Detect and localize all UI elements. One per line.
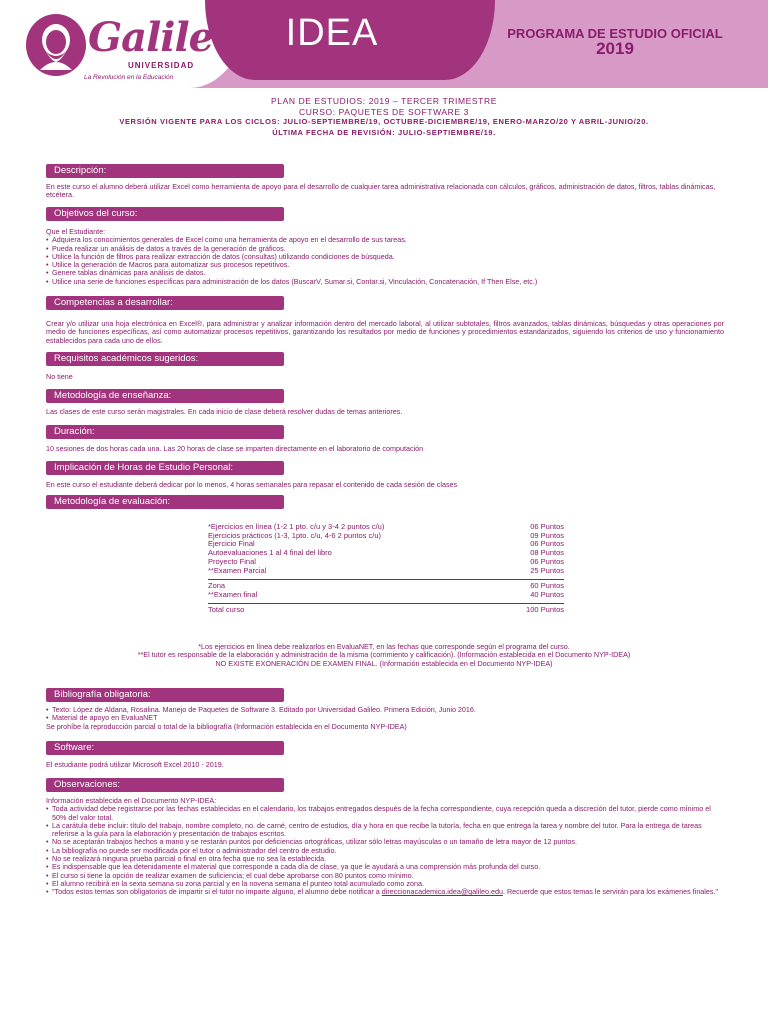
table-row: [208, 567, 564, 576]
row-label: **Examen final: [208, 589, 258, 599]
row-label: Autoevaluaciones 1 al 4 final del libro: [208, 548, 332, 558]
observation-text: "Todos estos temas son obligatorios de impartir si el tutor no imparte alguno, el alumno debe notificar a: [52, 887, 382, 897]
section-header-observaciones: Observaciones:: [46, 778, 284, 792]
brand-name: Galileo: [88, 14, 239, 61]
row-value: 100 Puntos: [526, 604, 564, 614]
descripcion-text: [46, 183, 724, 200]
list-item: • La carátula debe incluir: título del trabajo, nombre completo, no. de carné, centro de estudios, día y hora en que recibe la tutoría, fecha en que entrega la tarea y nombre del tutor. Para la entrega de tareas referirse a la guía para la elaboración y presentación de trabajos escritos.: [46, 822, 724, 839]
email-link[interactable]: direccionacademica.idea@galileo.edu: [381, 887, 503, 897]
header: [0, 0, 768, 88]
competencias-text: [46, 320, 724, 345]
row-value: 06 Puntos: [530, 522, 564, 531]
duracion-paragraph: 10 sesiones de dos horas cada una. Las 20 horas de clase se imparten directamente en el laboratorio de computación: [46, 444, 424, 453]
row-label: *Ejercicios en línea (1-2 1 pto. c/u y 3-4 2 puntos c/u): [208, 522, 385, 531]
plan-info: [0, 96, 768, 138]
list-item: • La bibliografía no puede ser modificada por el tutor o administrador del centro de estudio.: [46, 847, 724, 855]
row-value: 60 Puntos: [530, 581, 564, 591]
observaciones-list: [46, 805, 724, 896]
list-item: • El curso si tiene la opción de realizar examen de suficiencia; el cual debe aprobarse con 80 puntos como mínimo.: [46, 872, 724, 880]
list-item: • Pueda realizar un análisis de datos a través de la generación de gráficos.: [46, 245, 724, 253]
bibliografia-note: Se prohíbe la reproducción parcial o total de la bibliografía (Información establecida en el Documento NYP-IDEA): [46, 721, 407, 731]
list-item: [46, 888, 724, 896]
row-label: Proyecto Final: [208, 556, 256, 566]
duracion-text: [46, 445, 724, 453]
program-name: IDEA: [285, 12, 379, 54]
row-value: 06 Puntos: [530, 539, 564, 549]
row-value: 09 Puntos: [530, 530, 564, 540]
row-value: 08 Puntos: [530, 548, 564, 558]
total-row: [208, 606, 564, 615]
row-value: 06 Puntos: [530, 556, 564, 566]
evaluation-note: **El tutor es responsable de la elaboración y administración de la misma (corrimiento y calificación). (Información establecida en el Documento NYP-IDEA): [137, 650, 631, 660]
section-header-competencias: Competencias a desarrollar:: [46, 296, 284, 310]
list-item: • Es indispensable que lea detenidamente el material que corresponde a cada día de clase, ya que le ayudará a una comprensión más profunda del curso.: [46, 863, 724, 871]
software-text: [46, 761, 724, 769]
row-label: Total curso: [208, 604, 245, 614]
document-title: [490, 26, 740, 56]
table-row: [208, 532, 564, 541]
list-item: • Utilice una serie de funciones específicas para administración de los datos (BuscarV, Sumar.si, Contar.si, Vinculación, Concatenación, If Then Else, etc.): [46, 278, 724, 286]
metodologia-text: [46, 408, 724, 416]
section-header-objetivos: Objetivos del curso:: [46, 207, 284, 221]
section-header-descripcion: Descripción:: [46, 164, 284, 178]
course-line: CURSO: PAQUETES DE SOFTWARE 3: [299, 106, 469, 117]
list-item: • No se realizará ninguna prueba parcial o final en otra fecha que no sea la establecida.: [46, 855, 724, 863]
objetivos-list: [46, 236, 724, 286]
observaciones-intro: Información establecida en el Documento NYP-IDEA:: [46, 796, 217, 805]
zona-row: [208, 582, 564, 591]
section-header-software: Software:: [46, 741, 284, 755]
brand-subtitle: UNIVERSIDAD: [128, 61, 195, 70]
document-title-text: PROGRAMA DE ESTUDIO OFICIAL: [507, 26, 723, 41]
implicacion-text: [46, 481, 724, 489]
section-header-duracion: Duración:: [46, 425, 284, 439]
row-label: Ejercicios prácticos (1-3, 1pto. c/u, 4-6 2 puntos c/u): [208, 530, 381, 540]
row-label: Ejercicio Final: [208, 539, 255, 549]
row-label: **Examen Parcial: [208, 565, 267, 575]
divider: [208, 579, 564, 580]
bibliografia-list: [46, 706, 724, 723]
metodologia-paragraph: Las clases de este curso serán magistrales. En cada inicio de clase deberá resolver dudas de temas anteriores.: [46, 407, 403, 416]
evaluation-note: *Los ejercicios en línea debe realizarlos en EvaluaNET, en las fechas que corresponde según el programa del curso.: [198, 642, 570, 651]
divider: [208, 603, 564, 604]
section-header-evaluacion: Metodología de evaluación:: [46, 495, 284, 509]
table-row: [208, 549, 564, 558]
competencias-paragraph: Crear y/o utilizar una hoja electrónica en Excel®, para administrar y analizar información dentro del mercado laboral, al utilizar subtotales, filtros avanzados, tablas dinámicas, búsquedas y otras operaciones por medio de funciones específicas, así como automatizar procesos repetitivos, garantizando los resultados por medio de funciones y procedimientos estandarizados, siguiendo los criterios de uso y funcionamiento establecidos para cada uno de ellos.: [46, 319, 724, 345]
objetivos-text: [46, 228, 724, 286]
section-header-bibliografia: Bibliografía obligatoria:: [46, 688, 284, 702]
descripcion-paragraph: En este curso el alumno deberá utilizar Excel como herramienta de apoyo para el desarrollo de cualquier tarea administrativa relacionada con cálculos, gráficos, administración de datos, filtros, tablas dinámicas, etcétera.: [46, 182, 716, 200]
version-line: VERSIÓN VIGENTE PARA LOS CICLOS: JULIO-SEPTIEMBRE/19, OCTUBRE-DICIEMBRE/19, ENERO-MARZO/20 Y ABRIL-JUNIO/20.: [119, 117, 649, 126]
revision-line: ÚLTIMA FECHA DE REVISIÓN: JULIO-SEPTIEMBRE/19.: [272, 127, 496, 137]
observaciones-text: [46, 797, 724, 897]
list-item: • El alumno recibirá en la sexta semana su zona parcial y en la novena semana el punteo total acumulado como zona.: [46, 880, 724, 888]
row-label: Zona: [208, 581, 226, 591]
list-item: • Utilice la función de filtros para realizar extracción de datos (consultas) utilizando condiciones de búsqueda.: [46, 253, 724, 261]
list-item: • Adquiera los conocimientos generales de Excel como una herramienta de apoyo en el desarrollo de sus tareas.: [46, 236, 724, 244]
list-item: • Toda actividad debe registrarse por las fechas establecidas en el calendario, los trabajos entregados después de la fecha correspondiente, cuya recepción queda a discreción del tutor, pierde como mínimo el 50% del valor total.: [46, 805, 724, 822]
objetivos-intro: Que el Estudiante:: [46, 227, 106, 236]
section-header-implicacion: Implicación de Horas de Estudio Personal:: [46, 461, 284, 475]
bibliografia-text: [46, 706, 724, 731]
evaluation-note: NO EXISTE EXONERACIÓN DE EXAMEN FINAL. (Información establecida en el Documento NYP-IDEA): [215, 658, 553, 668]
galileo-portrait-icon: [26, 14, 86, 76]
requisitos-text: [46, 373, 724, 381]
evaluation-notes: [0, 643, 768, 668]
list-item: • Utilice la generación de Macros para automatizar sus procesos repetitivos.: [46, 261, 724, 269]
observation-text: . Recuerde que estos temas le servirán para los exámenes finales.": [502, 887, 719, 897]
list-item: • Texto: López de Aldana, Rosalina. Manejo de Paquetes de Software 3. Editado por Universidad Galileo. Primera Edición, Junio 2016.: [46, 706, 724, 714]
row-value: 40 Puntos: [530, 589, 564, 599]
implicacion-paragraph: En este curso el estudiante deberá dedicar por lo menos, 4 horas semanales para repasar el contenido de cada sesión de clases: [46, 480, 458, 489]
list-item: • Genere tablas dinámicas para análisis de datos.: [46, 269, 724, 277]
requisitos-paragraph: No tiene: [46, 372, 73, 381]
plan-line: PLAN DE ESTUDIOS: 2019 – TERCER TRIMESTRE: [271, 96, 497, 106]
document-year: 2019: [596, 39, 634, 58]
brand-tagline: La Revolución en la Educación: [84, 74, 174, 81]
list-item: • No se aceptarán trabajos hechos a mano y se restarán puntos por deficiencias ortográficas, utilizar sólo letras mayúsculas o un tamaño de letra mayor de 12 puntos.: [46, 838, 724, 846]
final-row: [208, 591, 564, 600]
row-value: 25 Puntos: [530, 565, 564, 575]
section-header-requisitos: Requisitos académicos sugeridos:: [46, 352, 284, 366]
list-item: • Material de apoyo en EvaluaNET: [46, 714, 724, 722]
evaluation-table: [208, 523, 564, 614]
section-header-metodologia: Metodología de enseñanza:: [46, 389, 284, 403]
software-paragraph: El estudiante podrá utilizar Microsoft Excel 2010 - 2019.: [46, 760, 224, 769]
